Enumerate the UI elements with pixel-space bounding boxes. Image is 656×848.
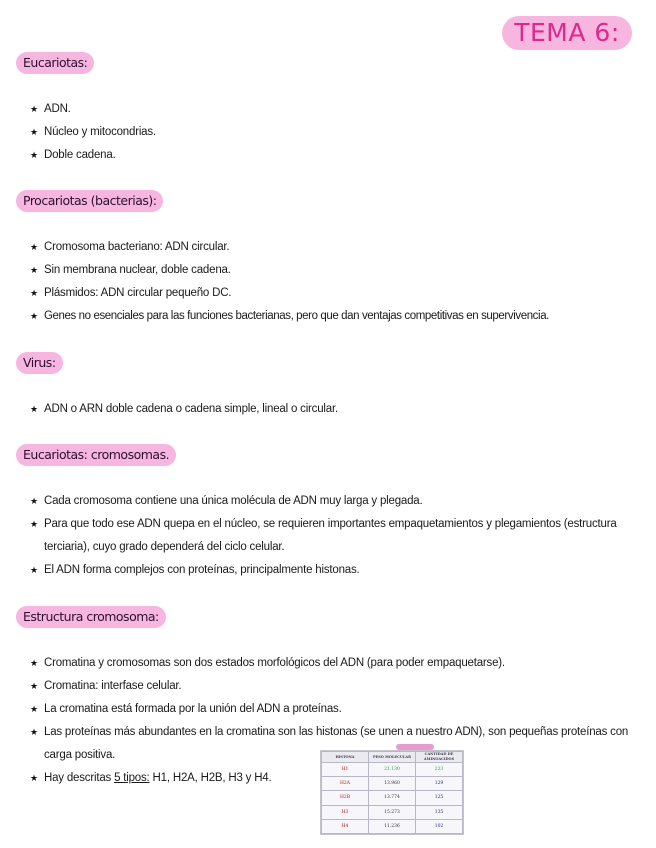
list-item: ★ ADN. bbox=[30, 98, 646, 121]
underlined-text: 5 tipos: bbox=[114, 772, 150, 784]
star-bullet-icon: ★ bbox=[30, 404, 38, 414]
section-heading-cromosomas: Eucariotas: cromosomas. bbox=[16, 444, 176, 466]
star-bullet-icon: ★ bbox=[30, 681, 38, 691]
star-bullet-icon: ★ bbox=[30, 727, 38, 737]
star-bullet-icon: ★ bbox=[30, 150, 38, 160]
list-item: ★ Cromatina y cromosomas son dos estados morfológicos del ADN (para poder empaquetarse). bbox=[30, 652, 646, 675]
list-eucariotas bbox=[30, 98, 646, 167]
table-header: CANTIDAD DE AMINOACIDOS bbox=[416, 752, 463, 763]
list-item: ★ Cada cromosoma contiene una única molécula de ADN muy larga y plegada. bbox=[30, 490, 646, 513]
list-item: ★ Cromosoma bacteriano: ADN circular. bbox=[30, 236, 646, 259]
page-title: TEMA 6: bbox=[502, 16, 632, 50]
star-bullet-icon: ★ bbox=[30, 265, 38, 275]
table-row: H2B 13.774 125 bbox=[322, 791, 463, 805]
section-heading-estructura: Estructura cromosoma: bbox=[16, 606, 166, 628]
table-row: H2A 13.960 129 bbox=[322, 777, 463, 791]
table-row: H1 21.130 223 bbox=[322, 763, 463, 777]
list-item: ★ Las proteínas más abundantes en la cromatina son las histonas (se unen a nuestro ADN), son pequeñas proteínas con carga positiva. bbox=[30, 721, 646, 767]
star-bullet-icon: ★ bbox=[30, 288, 38, 298]
list-item: ★ Plásmidos: ADN circular pequeño DC. bbox=[30, 282, 646, 305]
star-bullet-icon: ★ bbox=[30, 496, 38, 506]
table-row: H3 15.273 135 bbox=[322, 805, 463, 819]
histone-table bbox=[320, 750, 464, 835]
list-item: ★ Para que todo ese ADN quepa en el núcleo, se requieren importantes empaquetamientos y plegamientos (estructura terciaria), cuyo grado dependerá del ciclo celular. bbox=[30, 513, 646, 559]
star-bullet-icon: ★ bbox=[30, 658, 38, 668]
list-virus bbox=[30, 398, 646, 421]
section-heading-eucariotas: Eucariotas: bbox=[16, 52, 94, 74]
section-heading-virus: Virus: bbox=[16, 352, 63, 374]
star-bullet-icon: ★ bbox=[30, 773, 38, 783]
list-cromosomas bbox=[30, 490, 646, 582]
list-procariotas bbox=[30, 236, 646, 328]
star-bullet-icon: ★ bbox=[30, 565, 38, 575]
list-item: ★ Núcleo y mitocondrias. bbox=[30, 121, 646, 144]
star-bullet-icon: ★ bbox=[30, 704, 38, 714]
table-header: PESO MOLECULAR bbox=[369, 752, 416, 763]
list-item: ★ Sin membrana nuclear, doble cadena. bbox=[30, 259, 646, 282]
list-item: ★ Hay descritas 5 tipos: H1, H2A, H2B, H3 y H4. bbox=[30, 767, 646, 790]
star-bullet-icon: ★ bbox=[30, 242, 38, 252]
star-bullet-icon: ★ bbox=[30, 127, 38, 137]
list-item: ★ Cromatina: interfase celular. bbox=[30, 675, 646, 698]
list-item: ★ La cromatina está formada por la unión del ADN a proteínas. bbox=[30, 698, 646, 721]
list-item: ★ Doble cadena. bbox=[30, 144, 646, 167]
table-row: H4 11.236 102 bbox=[322, 819, 463, 833]
list-item: ★ Genes no esenciales para las funciones bacterianas, pero que dan ventajas competitivas en supervivencia. bbox=[30, 305, 646, 328]
star-bullet-icon: ★ bbox=[30, 104, 38, 114]
table-header: HISTONA bbox=[322, 752, 369, 763]
list-item: ★ ADN o ARN doble cadena o cadena simple, lineal o circular. bbox=[30, 398, 646, 421]
star-bullet-icon: ★ bbox=[30, 311, 38, 321]
list-item: ★ El ADN forma complejos con proteínas, principalmente histonas. bbox=[30, 559, 646, 582]
star-bullet-icon: ★ bbox=[30, 519, 38, 529]
section-heading-procariotas: Procariotas (bacterias): bbox=[16, 190, 163, 212]
